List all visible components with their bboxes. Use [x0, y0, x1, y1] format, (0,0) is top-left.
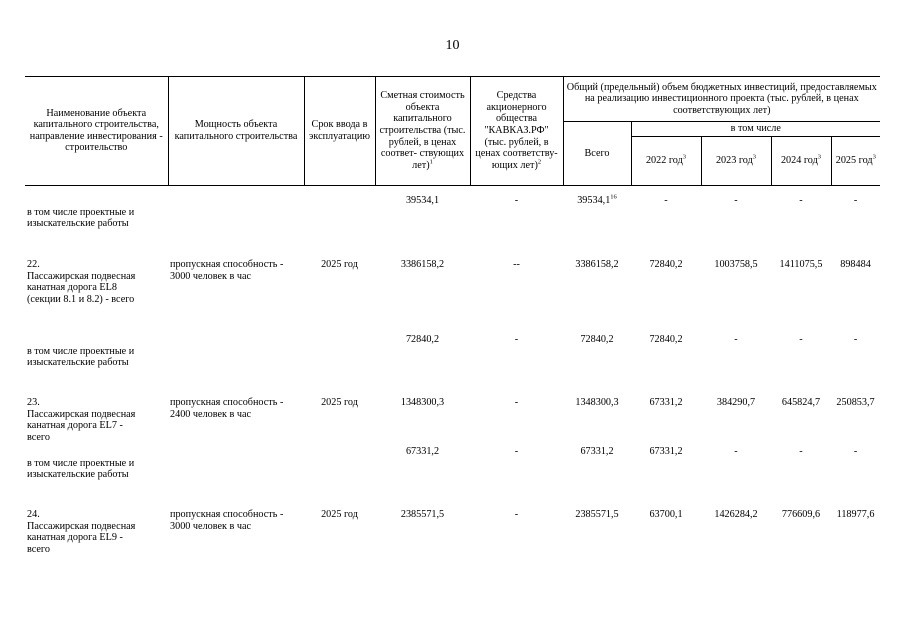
row-estimate: 67331,2	[405, 446, 440, 458]
row-term: 2025 год	[321, 259, 358, 271]
row-2024: -	[799, 334, 803, 346]
row-capacity: пропускная способность - 3000 человек в час	[170, 509, 284, 532]
investment-table	[25, 76, 880, 555]
row-2024: 645824,7	[781, 397, 821, 409]
row-2023: -	[734, 195, 738, 207]
row-estimate: 2385571,5	[400, 509, 445, 521]
row-2023: -	[734, 334, 738, 346]
row-2022: 63700,1	[649, 509, 683, 521]
row-2023: 384290,7	[716, 397, 756, 409]
header-2024: 2024 год$^3$	[771, 136, 831, 185]
row-kavkaz: -	[514, 509, 519, 521]
table-row	[25, 195, 880, 259]
header-estimate: Сметная стоимость объекта капитального строительства (тыс. рублей, в ценах соответ- ствующих лет)$^1$	[375, 77, 470, 186]
row-2024: 776609,6	[781, 509, 821, 521]
table-row	[25, 397, 880, 446]
header-total-group: Общий (предельный) объем бюджетных инвестиций, предоставляемых на реализацию инвестиционного проекта (тыс. рублей, в ценах соответствующих лет)	[563, 77, 880, 122]
header-name: Наименование объекта капитального строительства, направление инвестирования - строительство	[25, 77, 168, 186]
row-term	[304, 195, 375, 259]
row-2024: 1411075,5	[779, 259, 823, 271]
row-total: 39534,1$^{16}$	[577, 193, 617, 207]
row-2023: 1003758,5	[714, 259, 758, 271]
header-2025: 2025 год$^3$	[831, 136, 880, 185]
row-kavkaz: -	[514, 195, 519, 207]
row-estimate: 39534,1	[405, 195, 440, 207]
row-kavkaz: -	[514, 446, 519, 458]
row-2022: 67331,2	[649, 446, 683, 458]
header-capacity: Мощность объекта капитального строительства	[168, 77, 304, 186]
row-total: 67331,2	[580, 446, 614, 458]
row-2025: -	[853, 195, 858, 207]
row-capacity	[168, 446, 304, 509]
table-body	[25, 195, 880, 555]
table-row	[25, 446, 880, 509]
row-capacity	[168, 195, 304, 259]
row-name-cell: в том числе проектные и изыскательские работы	[27, 345, 135, 369]
row-term	[304, 334, 375, 397]
row-kavkaz: -	[514, 397, 519, 409]
row-2024: -	[799, 446, 803, 458]
row-name-cell: в том числе проектные и изыскательские работы	[27, 206, 135, 230]
row-2022: 72840,2	[649, 259, 683, 271]
row-2025: -	[853, 446, 858, 458]
header-2022: 2022 год$^3$	[631, 136, 701, 185]
row-term: 2025 год	[321, 509, 358, 521]
row-total: 72840,2	[580, 334, 614, 346]
row-2023: 1426284,2	[714, 509, 758, 521]
row-total: 1348300,3	[575, 397, 619, 409]
row-name-cell: 22.Пассажирская подвесная канатная дорога EL8 (секции 8.1 и 8.2) - всего	[27, 259, 136, 305]
page-number: 10	[445, 38, 460, 53]
row-name-cell: 24.Пассажирская подвесная канатная дорога EL9 - всего	[27, 509, 136, 555]
row-2022: -	[664, 195, 668, 207]
table-row	[25, 509, 880, 555]
row-capacity: пропускная способность - 2400 человек в час	[170, 397, 284, 420]
table-row	[25, 334, 880, 397]
header-including: в том числе	[631, 122, 880, 137]
row-term: 2025 год	[321, 397, 358, 409]
row-2022: 67331,2	[649, 397, 683, 409]
header-total: Всего	[563, 122, 631, 186]
row-2022: 72840,2	[649, 334, 683, 346]
row-term	[304, 446, 375, 509]
row-2025: -	[853, 334, 858, 346]
row-2023: -	[734, 446, 738, 458]
row-2024: -	[799, 195, 803, 207]
row-2025: 898484	[840, 259, 871, 271]
header-commission: Срок ввода в эксплуатацию	[304, 77, 375, 186]
row-total: 2385571,5	[575, 509, 619, 521]
table-row	[25, 259, 880, 334]
row-estimate: 3386158,2	[400, 259, 445, 271]
header-2023: 2023 год$^3$	[701, 136, 771, 185]
row-capacity: пропускная способность - 3000 человек в час	[170, 259, 284, 282]
row-2025: 118977,6	[836, 509, 875, 521]
row-kavkaz: -	[514, 334, 519, 346]
row-name-cell: в том числе проектные и изыскательские работы	[27, 457, 135, 481]
row-capacity	[168, 334, 304, 397]
table-header	[25, 77, 880, 196]
row-name-cell: 23.Пассажирская подвесная канатная дорога EL7 - всего	[27, 397, 136, 443]
row-total: 3386158,2	[575, 259, 619, 271]
row-estimate: 72840,2	[405, 334, 440, 346]
row-estimate: 1348300,3	[400, 397, 445, 409]
header-kavkaz: Средства акционерного общества "КАВКАЗ.РФ" (тыс. рублей, в ценах соответству- ющих лет)$^2$	[470, 77, 563, 186]
row-2025: 250853,7	[836, 397, 875, 409]
row-kavkaz: --	[513, 259, 520, 271]
